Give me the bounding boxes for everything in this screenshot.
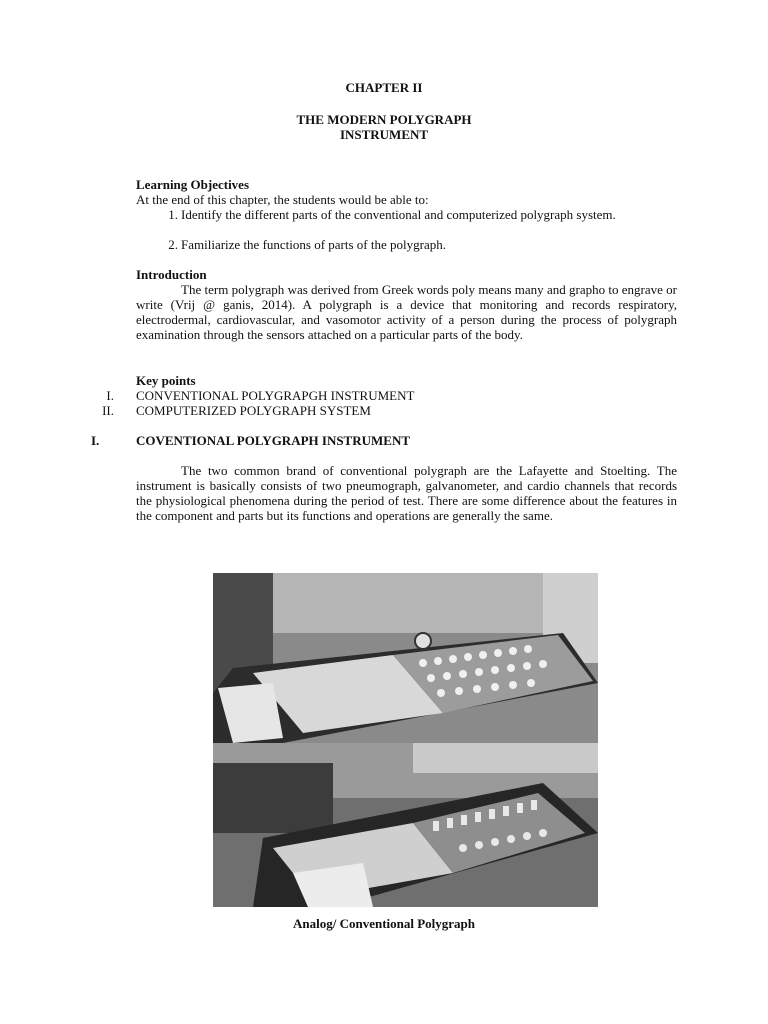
- polygraph-photo-bottom: [213, 743, 598, 907]
- section-heading: COVENTIONAL POLYGRAPH INSTRUMENT: [136, 433, 411, 448]
- key-point-text: COMPUTERIZED POLYGRAPH SYSTEM: [136, 403, 371, 418]
- polygraph-photo-top: [213, 573, 598, 743]
- key-point-text: CONVENTIONAL POLYGRAPGH INSTRUMENT: [136, 388, 415, 403]
- objectives-intro: At the end of this chapter, the students would be able to:: [136, 192, 429, 207]
- introduction-heading: Introduction: [136, 267, 207, 282]
- key-point-number: I.: [106, 388, 114, 403]
- section-paragraph: The two common brand of conventional polygraph are the Lafayette and Stoelting. The instrument is basically consists of two pneumograph, galvanometer, and cardio channels that records the physiological phenomena during the period of test. There are some difference about the features in the component and parts but its functions and operations are generally the same.: [136, 463, 677, 523]
- objective-number: 2.: [168, 237, 178, 252]
- objectives-heading: Learning Objectives: [136, 177, 250, 192]
- objective-text: Identify the different parts of the conventional and computerized polygraph system.: [181, 207, 616, 222]
- objective-number: 1.: [168, 207, 178, 222]
- introduction-paragraph: The term polygraph was derived from Greek words poly means many and grapho to engrave or write (Vrij @ ganis, 2014). A polygraph is a device that monitoring and records respiratory, electrodermal, cardiovascular, and vasomotor activity of a person during the process of polygraph examination through the sensors attached on a particular parts of the body.: [136, 282, 677, 342]
- key-points-heading: Key points: [136, 373, 196, 388]
- section-number: I.: [91, 433, 100, 448]
- objective-text: Familiarize the functions of parts of the polygraph.: [181, 237, 446, 252]
- page-title-line1: THE MODERN POLYGRAPH: [296, 112, 472, 127]
- figure-caption: Analog/ Conventional Polygraph: [292, 916, 476, 931]
- page-title-line2: INSTRUMENT: [339, 127, 429, 142]
- key-point-number: II.: [102, 403, 114, 418]
- chapter-label: CHAPTER II: [345, 80, 423, 95]
